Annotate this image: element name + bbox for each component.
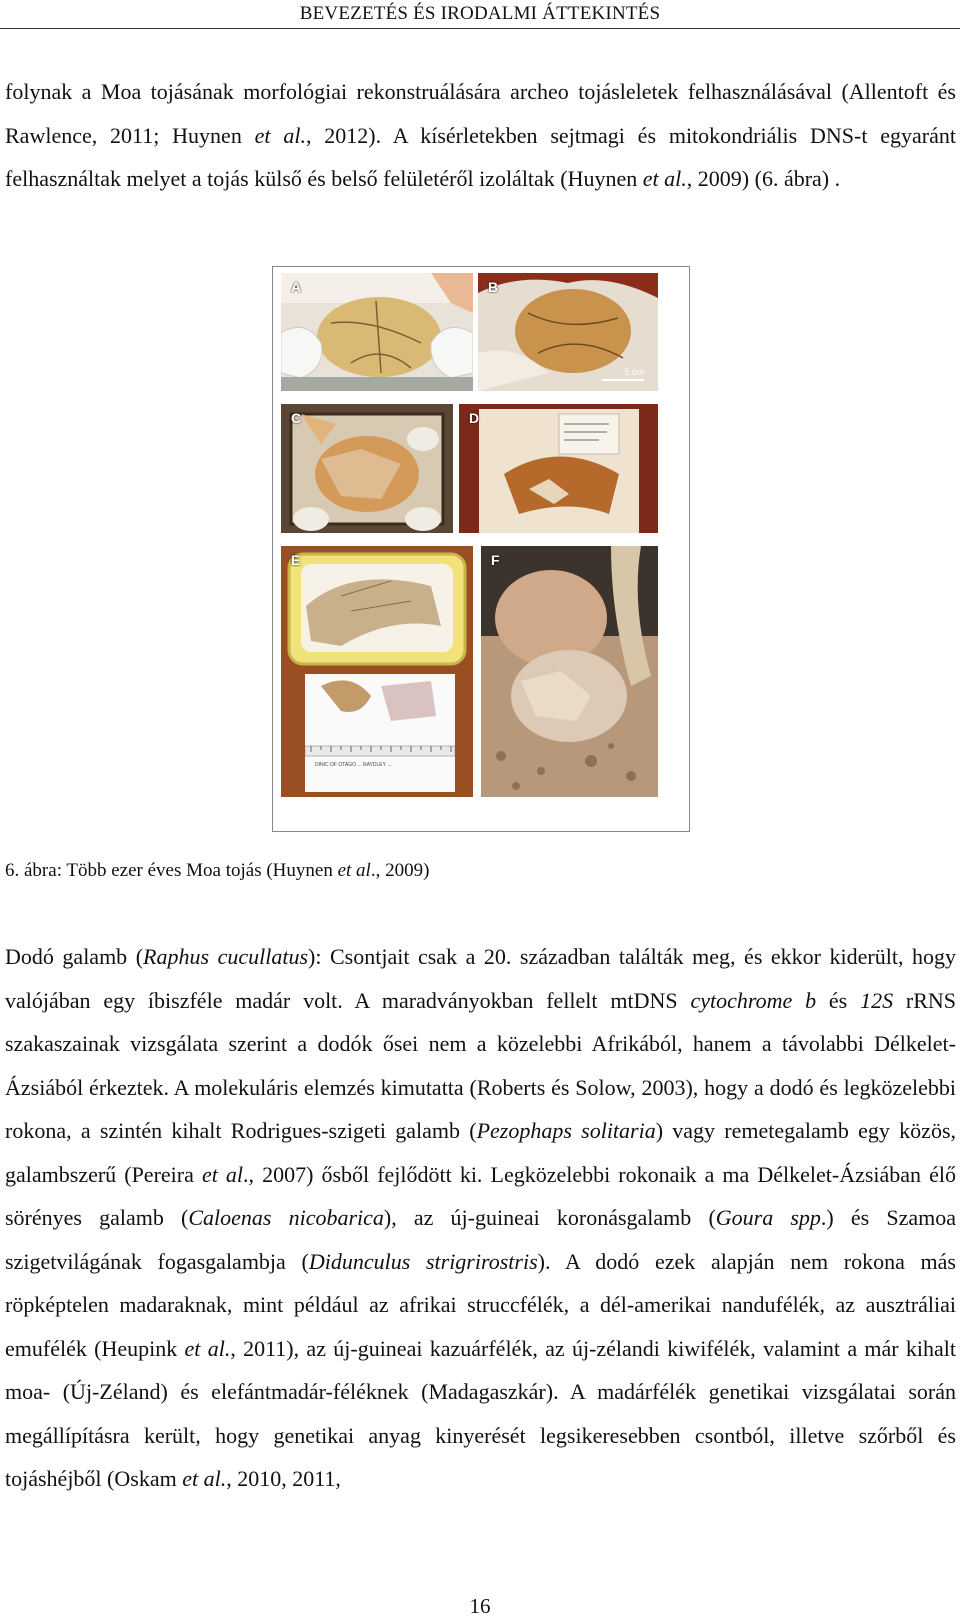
text-run-italic: 12S xyxy=(860,987,894,1013)
text-run-italic: et al. xyxy=(642,166,687,191)
text-run: .) és Szamoa szigetvilágának fogasgalambja ( xyxy=(5,1205,956,1274)
panel-label: C xyxy=(291,410,302,426)
figure-panel-a xyxy=(281,273,473,391)
figure-moa-eggs xyxy=(272,266,690,832)
figure-panel-d xyxy=(459,404,658,533)
text-run: ) vagy remetegalamb egy közös, galambszerű (Pereira xyxy=(5,1118,957,1187)
text-run-italic: et al. xyxy=(182,1466,227,1491)
text-run: , 2010, 2011, xyxy=(226,1466,341,1491)
photo-egg-held-in-gloves xyxy=(281,273,473,391)
figure-panel-c xyxy=(281,404,453,533)
panel-label: E xyxy=(291,552,301,568)
panel-label: D xyxy=(469,410,480,426)
photo-egg-shell-on-pillow xyxy=(459,404,658,533)
text-run-italic: Raphus cucullatus xyxy=(143,944,309,969)
text-run: ): Csontjait csak a 20. században találták meg, és ekkor kiderült, hogy valójában egy íbiszféle madár volt. A maradványokban fellelt mtDNS xyxy=(5,944,957,1013)
photo-two-eggs-on-gravel xyxy=(481,546,658,797)
text-run-italic: et al. xyxy=(184,1335,231,1361)
text-run-italic: Goura spp xyxy=(715,1205,821,1230)
scale-label: 5 cm xyxy=(624,367,644,377)
text-run: és xyxy=(816,987,861,1013)
text-run-italic: et al xyxy=(201,1161,243,1187)
photo-egg-fragments-in-box xyxy=(281,404,453,533)
scale-bar xyxy=(602,379,644,381)
figure-panel-f xyxy=(481,546,658,797)
ruler-label: DINIC OF OTAGO ... RAYDLEY ... xyxy=(315,762,392,768)
text-run-italic: Caloenas nicobarica xyxy=(188,1205,384,1230)
figure-panel-e xyxy=(281,546,473,797)
panel-label: F xyxy=(491,552,500,568)
text-run: ). A dodó ezek alapján nem rokona más röpképtelen madaraknak, mint például az afrikai struccfélék, a dél-amerikai nandufélék, az ausztráliai emufélék (Heupink xyxy=(5,1248,956,1361)
text-run: 6. ábra: Több ezer éves Moa tojás (Huynen xyxy=(5,860,338,881)
text-run: folynak a Moa tojásának morfológiai rekonstruálására archeo tojásleletek felhasználásával (Allentoft és Rawlence, 2011; Huynen xyxy=(5,79,956,148)
text-run: , 2011), az új-guineai kazuárfélék, az új-zélandi kiwifélék, valamint a már kihalt moa- (Új-Zéland) és elefántmadár-féléknek (Madagaszkár). A madárfélék genetikai vizsgálatai során megállípításra került, hogy genetikai anyag kinyerését legsikeresebben csontból, illetve szőrből és tojáshéjből (Oskam xyxy=(5,1335,957,1491)
page-number: 16 xyxy=(469,1594,491,1618)
text-run: ., 2009) xyxy=(370,860,430,881)
text-run: ., 2007) ősből fejlődött ki. Legközelebbi rokonaik a ma Délkelet-Ázsiában élő sörényes galamb ( xyxy=(5,1161,956,1230)
panel-label: A xyxy=(291,279,302,295)
panel-label: B xyxy=(488,279,499,295)
photo-shell-fragments-with-ruler xyxy=(281,546,473,797)
paragraph-moa-egg xyxy=(5,70,956,201)
figure-caption xyxy=(5,858,429,884)
paragraph-dodo xyxy=(5,935,956,1501)
text-run: rRNS szakaszainak vizsgálata szerint a dodók ősei nem a közelebbi Afrikából, hanem a távolabbi Délkelet-Ázsiából érkeztek. A molekuláris elemzés kimutatta (Roberts és Solow, 2003), hogy a dodó és legközelebbi rokona, a szintén kihalt Rodrigues-szigeti galamb ( xyxy=(5,987,957,1143)
text-run: , 2012). A kísérletekben sejtmagi és mitokondriális DNS-t egyaránt felhasználtak melyet a tojás külső és belső felületéről izoláltak (Huynen xyxy=(5,122,956,191)
text-run: , 2009) (6. ábra) . xyxy=(686,166,841,191)
text-run-italic: Didunculus strigrirostris xyxy=(308,1248,538,1274)
text-run-italic: et al xyxy=(337,860,371,881)
text-run-italic: cytochrome b xyxy=(690,987,817,1013)
running-header: BEVEZETÉS ÉS IRODALMI ÁTTEKINTÉS xyxy=(0,0,960,29)
figure-panel-b xyxy=(478,273,658,391)
text-run: ), az új-guineai koronásgalamb ( xyxy=(383,1205,716,1230)
text-run-italic: Pezophaps solitaria xyxy=(476,1118,656,1143)
text-run-italic: et al. xyxy=(254,122,306,148)
text-run: Dodó galamb ( xyxy=(5,944,144,969)
